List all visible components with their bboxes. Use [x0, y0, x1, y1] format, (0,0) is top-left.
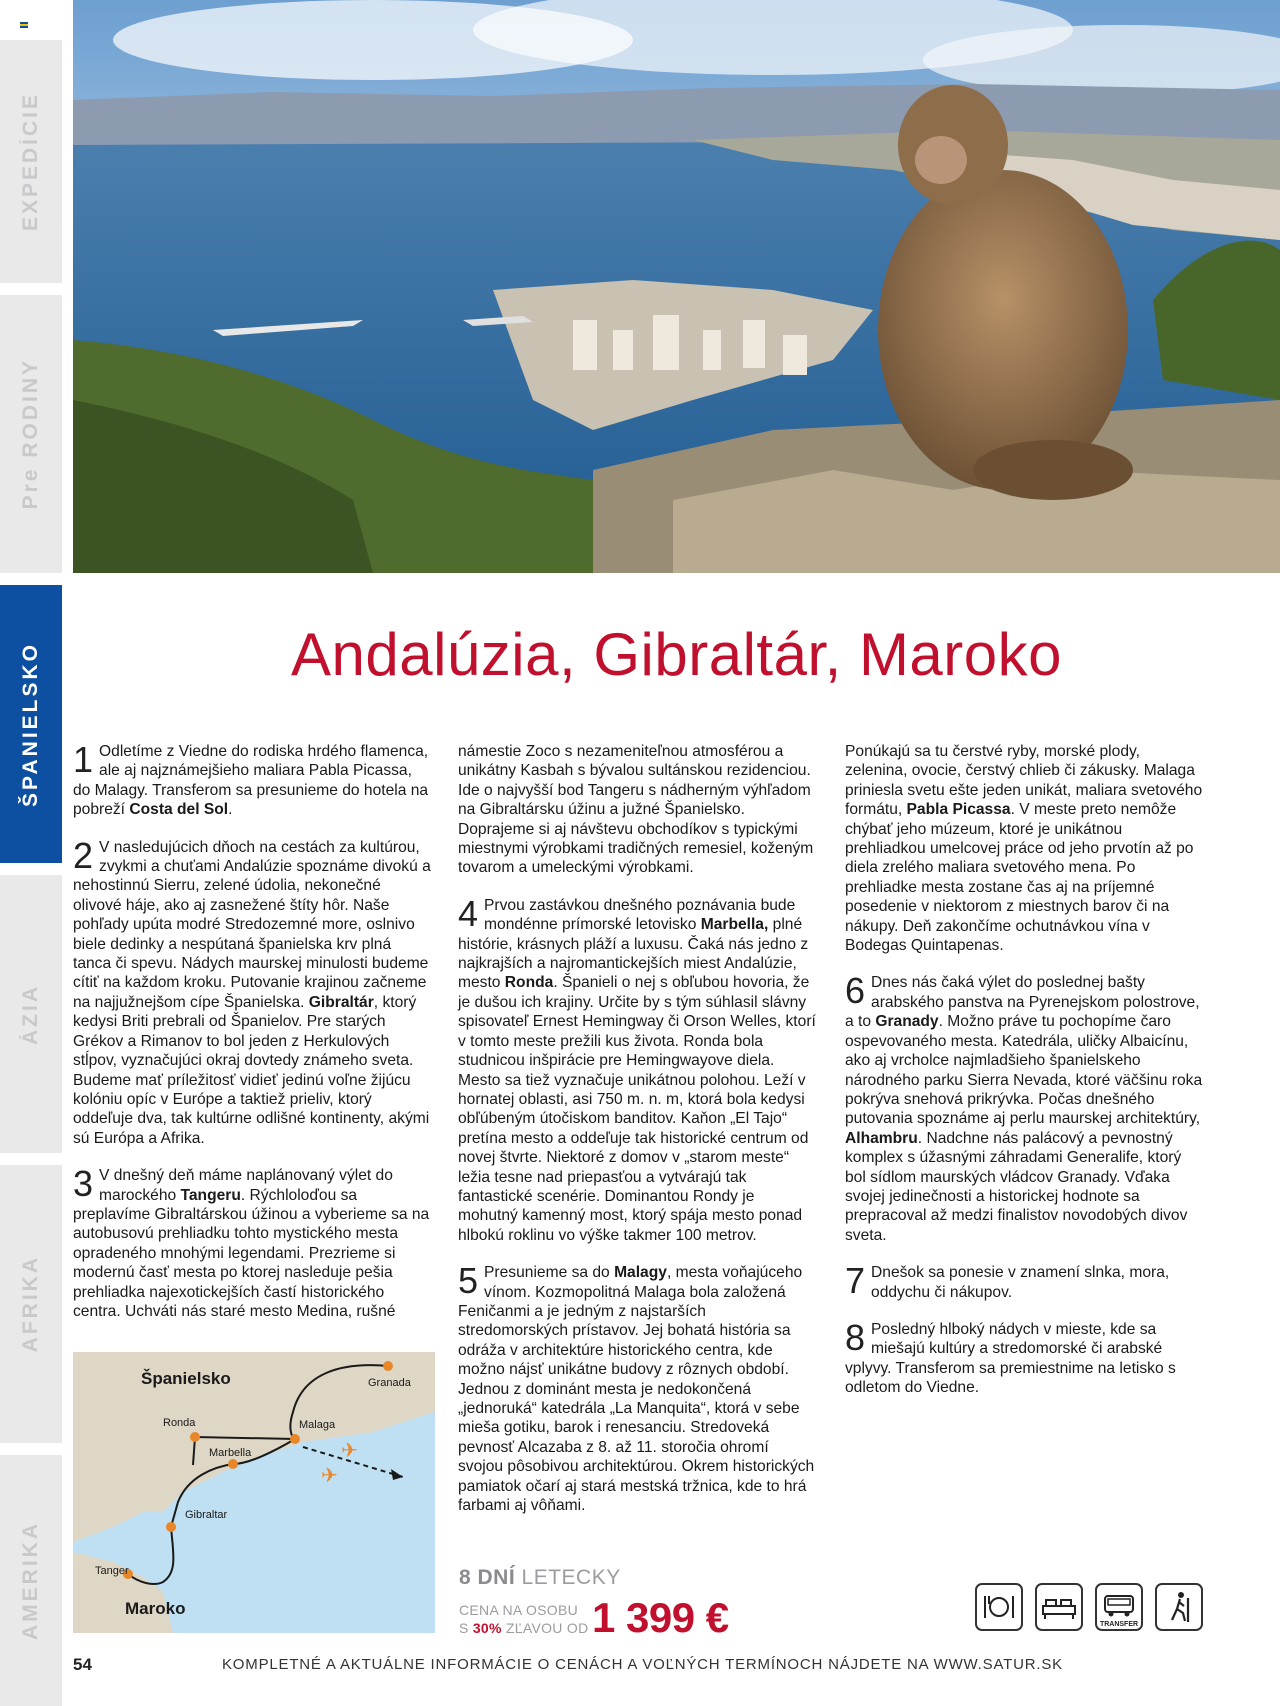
price-label: CENA NA OSOBU S 30% ZĽAVOU OD [459, 1602, 589, 1636]
map-city-granada: Granada [368, 1377, 411, 1389]
day-5-paragraph: 5 Presunieme sa do Malagy, mesta voňajúceho vínom. Kozmopolitná Malaga bola založená Feničanmi a je jedným z najstarších stredomorských prístavov. Jej bohatá história sa odráža v architektúre historického centra, kde možno nájsť unikátne budovy z rôznych období. Jednou z dominánt mesta je nedokončená „jednoruká“ katedrála „La Manquita“, ktorá v sebe mieša gotiku, barok i renesanciu. Stredoveká pevnosť Alcazaba z 8. až 11. storočia ohromí svojou pôsobivou architektúrou. Okrem historických pamiatok očarí aj stará mestská tržnica, kde to hrá farbami aj vôňami. [458, 1260, 815, 1515]
day-8-paragraph: 8 Posledný hlboký nádych v mieste, kde sa miešajú kultúry a stredomorské či arabské vplyvy. Transferom sa premiestnime na letisko s odletom do Viedne. [845, 1316, 1176, 1397]
hiking-icon [1155, 1583, 1203, 1631]
cutlery-icon [975, 1583, 1023, 1631]
trip-duration: 8 DNÍ LETECKY [459, 1566, 621, 1589]
tab-spanielsko[interactable]: ŠPANIELSKO [0, 585, 62, 863]
tab-afrika[interactable]: AFRIKA [0, 1165, 62, 1443]
day-2-paragraph: 2 V nasledujúcich dňoch na cestách za kultúrou, zvykmi a chuťami Andalúzie spoznáme divokú a nehostinnú Sierru, zelené údolia, nekonečné olivové háje, ako aj zasnežené štíty hôr. Naše pohľady upúta modré Stredozemné more, oslnivo biele dedinky a nespútaná španielska krv plná tanca či spevu. Nádych maurskej minulosti budeme cítiť na každom kroku. Putovanie krajinou začneme na najjužnejšom cípe Španielska. Gibraltár, ktorý kedysi Briti prebrali od Španielov. Pre starých Grékov a Rimanov to bol jeden z Herkulových stĺpov, vyznačujúci okraj dovtedy známeho sveta. Budeme mať príležitosť vidieť jedinú voľne žijúcu kolóniu opíc v Európe a taktiež prieliv, ktorý oddeľuje dva, tak kultúrne odlišné kontinenty, akými sú Európa a Afrika. [73, 834, 431, 1147]
day-3-paragraph: 3 V dnešný deň máme naplánovaný výlet do marockého Tangeru. Rýchloloďou sa preplavíme Gibraltárskou úžinou a vyberieme sa na autobusovú prehliadku tohto mystického mesta opradeného mnohými legendami. Prezrieme si modernú časť mesta po ktorej nasleduje pešia prehliadka najexotickejších častí historického centra. Uchváti nás staré mesto Medina, rušné [73, 1163, 430, 1320]
day-6-paragraph: 6 Dnes nás čaká výlet do poslednej bašty arabského panstva na Pyrenejskom polostrove, a to Granady. Možno práve tu pochopíme čaro ospevovaného mesta. Katedrála, uličky Albaicínu, ako aj vrcholce najmladšieho španielskeho národného parku Sierra Nevada, ktoré väčšinu roka pokrýva snehová prikrývka. Počas dnešného putovania spoznáme aj perlu maurskej architektúry, Alhambru. Nadchne nás palácový a pevnostný komplex s úžasnými záhradami Generalife, ktorý bol sídlom maurských vládcov Granady. Vďaka svojej jedinečnosti a historickej hodnote sa prepracoval až medzi finalistov novodobých divov sveta. [845, 970, 1203, 1244]
tab-expedicie[interactable]: EXPEDÍCIE [0, 40, 62, 283]
plane-icon: ✈ [341, 1440, 358, 1462]
day-number: 4 [458, 892, 479, 934]
page-number: 54 [73, 1655, 92, 1674]
day-number: 6 [845, 970, 866, 1012]
map-city-malaga: Malaga [299, 1419, 336, 1431]
map-city-tanger: Tanger [95, 1565, 129, 1577]
day-5-continued: Ponúkajú sa tu čerstvé ryby, morské plody, zelenina, ovocie, čerstvý chlieb či zákusky. Malaga priniesla svetu ešte jeden unikát, maliara svetového formátu, Pabla Picassa. V meste preto nemôže chýbať jeho múzeum, ktoré je unikátnou prehliadkou umelcovej práce od jeho prvotín až po diela zrelého maliara svetového mena. Po prehliadke mesta zostane čas aj na príjemné posedenie v niektorom z miestnych barov či na nákupy. Deň zakončíme ochutnávkou vína v Bodegas Quintapenas. [845, 743, 1203, 955]
amenity-icons [975, 1583, 1203, 1631]
day-number: 5 [458, 1260, 479, 1302]
itinerary-column-3 [845, 742, 1205, 1416]
map-city-marbella: Marbella [209, 1447, 252, 1459]
map-label-morocco: Maroko [125, 1599, 186, 1618]
map-city-gibraltar: Gibraltar [185, 1509, 228, 1521]
day-3-continued: námestie Zoco s nezameniteľnou atmosférou a unikátny Kasbah s bývalou sultánskou rezidenciou. Ide o najvyšší bod Tangeru s nádherným výhľadom na Gibraltársku úžinu a južné Španielsko. Doprajeme si aj návštevu obchodíkov s typickými miestnymi výrobkami tradičných remesiel, koženým tovarom a umeleckými výrobkami. [458, 743, 814, 877]
itinerary-column-2 [458, 742, 818, 1533]
day-number: 7 [845, 1260, 866, 1302]
day-number: 3 [73, 1163, 94, 1205]
day-1-paragraph: 1 Odletíme z Viedne do rodiska hrdého flamenca, ale aj najznámejšieho maliara Pabla Picassa, do Malagy. Transferom sa presunieme do hotela na pobreží Costa del Sol. [73, 739, 429, 819]
price-amount: 1 399 € [592, 1594, 729, 1641]
tab-amerika[interactable]: AMERIKA [0, 1455, 62, 1706]
day-4-paragraph: 4 Prvou zastávkou dnešného poznávania bude mondénne prímorské letovisko Marbella, plné histórie, krásnych pláží a luxusu. Čaká nás jedno z najkrajších a najromantickejších miest Andalúzie, mesto Ronda. Španieli o nej s obľubou hovoria, že je dušou ich krajiny. Určite by s tým súhlasil slávny spisovateľ Ernest Hemingway či Orson Welles, ktorí v tomto meste prežili kus života. Ronda bola studnicou inšpirácie pre Hemingwayove diela. Mesto sa tiež vyznačuje unikátnou polohou. Leží v hornatej oblasti, asi 750 m. n. m, ktorá bola kedysi obľúbeným útočiskom banditov. Kaňon „El Tajo“ pretína mesto a oddeľuje tak historické centrum od novej štvrte. Niektoré z domov v „starom meste“ ležia tesne nad priepasťou a vytvárajú tak fantastické scenérie. Dominantou Rondy je mohutný kamenný most, ktorý spája mesto ponad hlbokú roklinu vo výške takmer 100 metrov. [458, 892, 816, 1244]
day-7-paragraph: 7 Dnešok sa ponesie v znamení slnka, mora, oddychu či nákupov. [845, 1260, 1170, 1302]
footer-info: KOMPLETNÉ A AKTUÁLNE INFORMÁCIE O CENÁCH A VOĽNÝCH TERMÍNOCH NÁJDETE NA WWW.SATUR.SK [222, 1656, 1063, 1673]
tab-pre-rodiny[interactable]: Pre RODINY [0, 295, 62, 573]
day-number: 2 [73, 834, 94, 876]
itinerary-column-1 [73, 739, 433, 1339]
side-navigation [0, 0, 62, 1706]
page-title: Andalúzia, Gibraltár, Maroko [290, 621, 1063, 688]
tab-azia[interactable]: ÁZIA [0, 875, 62, 1153]
flag-icon [20, 22, 28, 28]
route-map [73, 1352, 435, 1633]
map-label-spain: Španielsko [141, 1369, 231, 1388]
hero-photo [73, 0, 1280, 573]
discount-percent: 30% [472, 1620, 502, 1636]
bus-icon: TRANSFER [1095, 1583, 1143, 1631]
plane-icon: ✈ [321, 1465, 338, 1487]
bed-icon [1035, 1583, 1083, 1631]
day-number: 1 [73, 739, 94, 780]
map-city-ronda: Ronda [163, 1417, 196, 1429]
day-number: 8 [845, 1316, 866, 1358]
